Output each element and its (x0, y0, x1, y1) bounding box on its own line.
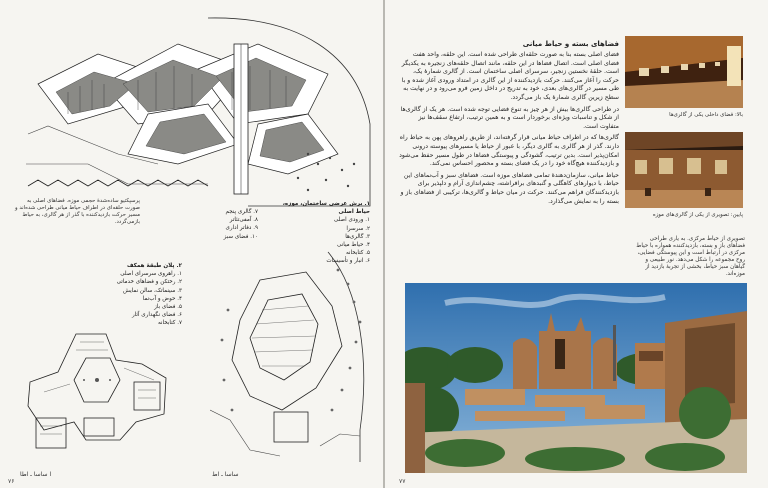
legend-item: ۱. ورودی اصلی (333, 217, 370, 224)
photo-caption-1: بالا: فضای داخلی یکی از گالری‌ها (669, 112, 743, 118)
legend-item: ۸. آمفی‌تئاتر (229, 217, 258, 224)
legend-b (196, 208, 258, 241)
page-number-left: ۷۶ (8, 478, 15, 485)
right-page (385, 0, 768, 488)
legend-item: ۳. گالری‌ها (345, 233, 370, 240)
paragraph: گالری‌ها که در اطراف حیاط میانی قرار گرفته‌اند، از طریق راهروهای پهن به حیاط راه دارند. گذر از هر گالری به گالری دیگر، با عبور از حیاط یا مسیرهای پیوسته درونی امکان‌پذیر است. بدین ترتیب، گشودگی و پیوستگی فضاها در طول مسیر حفظ می‌شود و بازدیدکننده هیچ‌گاه خود را در یک فضای بسته و محصور احساس نمی‌کند. (399, 134, 619, 168)
paragraph: فضای اصلی بسته بنا به صورت حلقه‌ای طراحی شده است. این حلقه، واحد هفت فضای اصلی است. اتصال فضاها در این حلقه، مانند اتصال حلقه‌های زنجیره به یکدیگر است. حلقهٔ نخستین زنجیر، سرسرای اصلی ساختمان است. از گالری شمارهٔ یک، حرکت را آغاز می‌کنند. حرکت بازدیدکننده از این گالری در امتداد ورودی آغاز شده و با طی مسیر در گالری‌های بعدی، خود به تدریج در داخل زمین فرو می‌رود و در نهایت به سطح زیرین گالری شمارهٔ یک باز می‌گردد. (401, 51, 619, 101)
ground-floor-plan (14, 322, 184, 462)
courtyard-photo (405, 283, 747, 473)
side-caption: تصویری از حیاط مرکزی. به یاری طراحی فضاهای باز و بسته، بازدیدکننده همواره با حیاط مرکزی در ارتباط است و این پیوستگی فضایی، روح مجموعه را شکل می‌دهد. نور طبیعی و گیاهان سبز حیاط، بخشی از تجربهٔ بازدید از موزه‌اند. (636, 236, 745, 277)
legend-item: ۹. دفاتر اداری (225, 225, 258, 232)
paragraph: حیاط میانی، سازمان‌دهندهٔ تمامی فضاهای موزه است. فضاهای سبز و آب‌نماهای این حیاط، با دیوارهای کاهگلی و گنبدهای برافراشته، چشم‌اندازی آرام و دلپذیر برای بازدیدکنندگان فراهم می‌کنند. حرکت در میان حیاط و گالری‌ها، ترکیبی از فضاهای باز و بسته را به نمایش می‌گذارد. (400, 171, 619, 205)
legend-item: ۴. حیاط میانی (337, 242, 370, 249)
main-text (399, 40, 619, 206)
section-heading: فضاهای بسته و حیاط میانی (522, 40, 619, 48)
gallery-photo-1 (625, 36, 743, 108)
left-page (0, 0, 383, 488)
site-plan (210, 250, 378, 464)
legend-a-title: ۱. برش عرضی ساختمان، موزه، حیاط اصلی (282, 201, 370, 216)
page-number-right: ۷۷ (399, 478, 406, 485)
legend-item: ۵. فضای باز (154, 304, 182, 311)
legend-item: ۲. سرسرا (346, 225, 370, 232)
legend-item: ۶. فضای نگهداری آثار (131, 312, 182, 319)
legend-item: ۱۰. فضای سبز (223, 233, 258, 240)
legend-item: ۷. کتابخانه (157, 320, 182, 327)
legend-item: ۷. گالری پنجم (225, 209, 258, 215)
photo-caption-2: پایین: تصویری از یکی از گالری‌های موزه (652, 212, 743, 218)
legend-item: ۳. سینما‌تک، سالن نمایش (122, 287, 182, 294)
paragraph: در طراحی گالری‌ها بیش از هر چیز به تنوع فضایی توجه شده است. هر یک از گالری‌ها از شکل و تناسبات ویژه‌ای برخوردار است و به همین ترتیب، ارتفاع سقف‌ها نیز متفاوت است. (400, 105, 619, 130)
axonometric-drawing (8, 14, 380, 210)
legend-item: ۱. راهروی سرسرای اصلی (120, 271, 182, 278)
legend-item: ۲. رختکن و فضاهای خدماتی (116, 279, 182, 286)
axonometric-caption: پرسپکتیو ساده‌شدهٔ حجمی موزه. فضاهای اصلی به صورت حلقه‌ای در اطراف حیاط میانی طراحی شده‌اند و مسیر حرکت بازدیدکننده با گذر از هر گالری، به حیاط بازمی‌گردد. (15, 198, 140, 225)
plan-legend-title: ۲. پلان طبقهٔ همکف (126, 263, 182, 269)
legend-item: ۵. کتابخانه (345, 250, 370, 257)
legend-item: ۴. حوض و آب‌نما (142, 295, 182, 302)
plan-label-b: ساسا ـ اط (212, 471, 239, 478)
gallery-photo-2 (625, 132, 743, 208)
plan-legend (62, 262, 182, 328)
plan-label-a: ا ساسا ـ اطا (20, 471, 52, 478)
legend-item: ۶. انبار و تأسیسات (326, 258, 370, 265)
